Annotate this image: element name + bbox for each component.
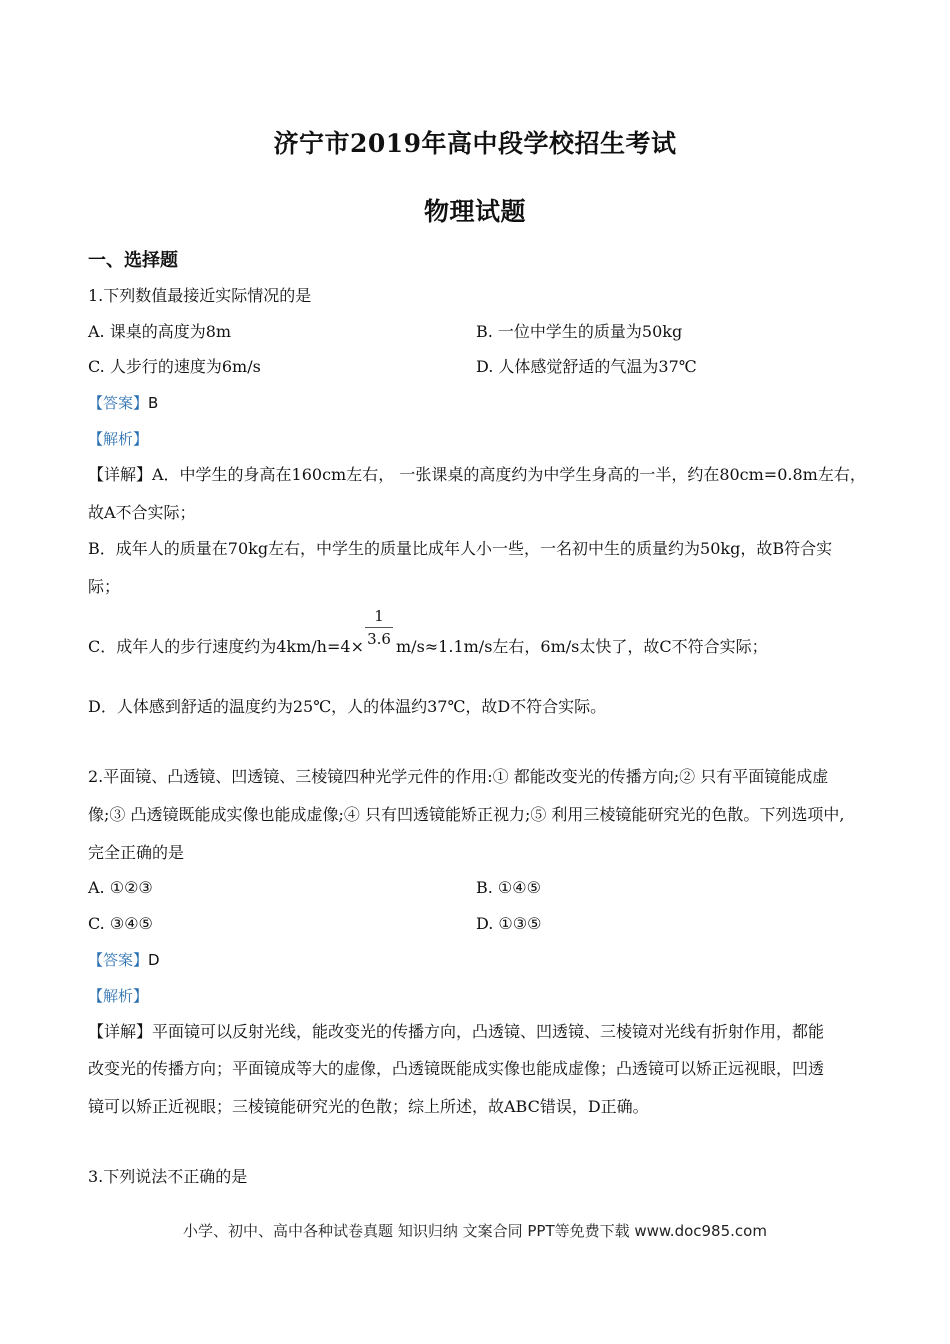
fraction-denominator: 3.6 xyxy=(367,630,391,648)
q1-detail-line: 故A不合实际； xyxy=(88,503,196,522)
exam-title: 济宁市2019年高中段学校招生考试 xyxy=(273,129,677,158)
q2-stem-line: 完全正确的是 xyxy=(88,843,185,862)
answer-tag: 【答案】 xyxy=(88,394,149,412)
q2-option-a: A. ①②③ xyxy=(88,878,153,897)
q1-detail-line: 【详解】A．中学生的身高在160cm左右， 一张课桌的高度约为中学生身高的一半，约在80cm=0.8m左右， xyxy=(88,465,866,484)
q2-stem-line: 像;③ 凸透镜既能成实像也能成虚像;④ 只有凹透镜能矫正视力;⑤ 利用三棱镜能研究光的色散。下列选项中, xyxy=(88,805,845,824)
q2-detail-line: 【详解】平面镜可以反射光线，能改变光的传播方向，凸透镜、凹透镜、三棱镜对光线有折射作用，都能 xyxy=(88,1022,825,1041)
q1-option-a: A. 课桌的高度为8m xyxy=(88,322,232,341)
q2-analysis-tag xyxy=(88,985,148,1007)
q1-detail-line: D．人体感到舒适的温度约为25℃，人的体温约37℃，故D不符合实际。 xyxy=(88,697,607,716)
analysis-tag: 【解析】 xyxy=(88,987,149,1005)
q1-option-b: B. 一位中学生的质量为50kg xyxy=(476,322,683,341)
q2-option-c: C. ③④⑤ xyxy=(88,914,153,933)
fraction-numerator: 1 xyxy=(365,607,393,628)
q2-detail-line: 改变光的传播方向；平面镜成等大的虚像，凸透镜既能成实像也能成虚像；凸透镜可以矫正远视眼，凹透 xyxy=(88,1059,825,1078)
q1-stem: 1.下列数值最接近实际情况的是 xyxy=(88,286,312,305)
q1-detail-line: C．成年人的步行速度约为4km/h=4× xyxy=(88,637,364,656)
q1-option-d: D. 人体感觉舒适的气温为37℃ xyxy=(476,357,697,376)
q3-stem: 3.下列说法不正确的是 xyxy=(88,1167,248,1186)
exam-subtitle: 物理试题 xyxy=(423,197,526,226)
q1-option-c: C. 人步行的速度为6m/s xyxy=(88,357,261,376)
answer-value: D xyxy=(148,951,160,969)
q2-detail-line: 镜可以矫正近视眼；三棱镜能研究光的色散；综上所述，故ABC错误，D正确。 xyxy=(88,1097,649,1116)
q2-stem-line: 2.平面镜、凸透镜、凹透镜、三棱镜四种光学元件的作用:① 都能改变光的传播方向;② 只有平面镜能成虚 xyxy=(88,767,829,786)
analysis-tag: 【解析】 xyxy=(88,430,149,448)
q1-detail-line: m/s≈1.1m/s左右，6m/s太快了，故C不符合实际； xyxy=(396,637,768,656)
q1-answer xyxy=(88,392,158,414)
fraction xyxy=(365,607,393,648)
q2-answer xyxy=(88,949,160,971)
q2-option-d: D. ①③⑤ xyxy=(476,914,542,933)
q1-detail-line: B．成年人的质量在70kg左右，中学生的质量比成年人小一些，一名初中生的质量约为50kg，故B符合实 xyxy=(88,539,833,558)
q2-option-b: B. ①④⑤ xyxy=(476,878,541,897)
q1-analysis-tag xyxy=(88,428,148,450)
q1-detail-line: 际； xyxy=(88,577,121,596)
answer-tag: 【答案】 xyxy=(88,951,149,969)
page-footer: 小学、初中、高中各种试卷真题 知识归纳 文案合同 PPT等免费下载 www.doc985.com xyxy=(183,1222,767,1240)
answer-value: B xyxy=(148,394,159,412)
section-heading: 一、选择题 xyxy=(88,250,178,271)
